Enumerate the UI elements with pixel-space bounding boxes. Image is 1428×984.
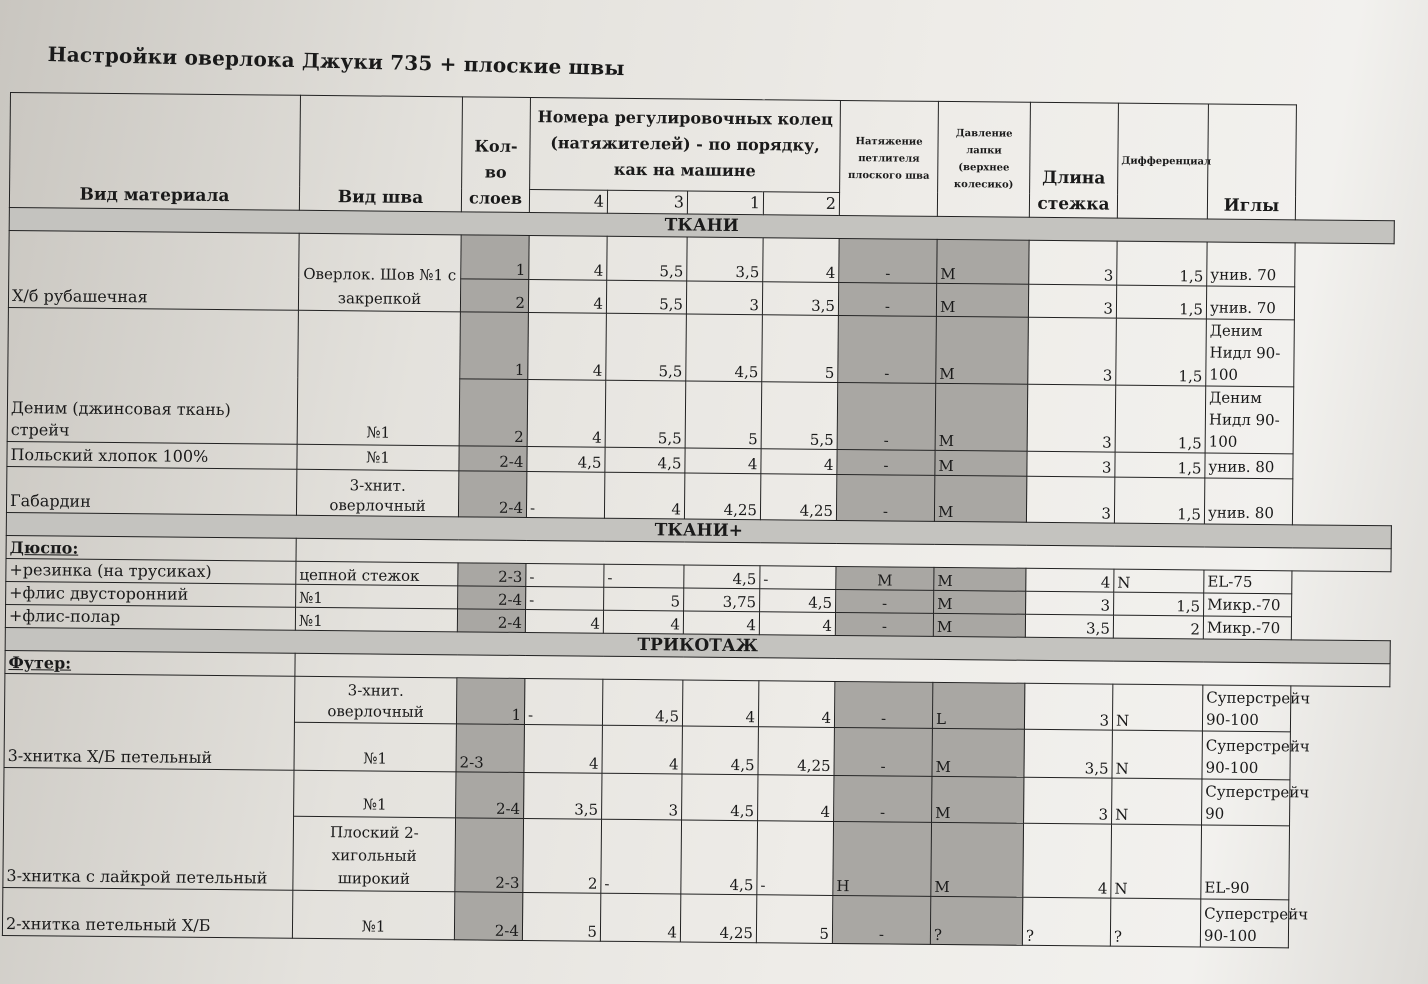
tension-2-cell: 4,25 <box>760 474 836 521</box>
flat-tension-cell: - <box>838 282 936 316</box>
tension-2-cell: 4,5 <box>760 589 836 613</box>
seam-cell: №1 <box>297 444 459 471</box>
layers-cell: 2-3 <box>456 724 524 773</box>
settings-table <box>2 92 1396 949</box>
flat-tension-cell: - <box>834 775 932 822</box>
tension-4-cell: 5 <box>522 892 600 941</box>
section-title-tkani: ТКАНИ <box>9 207 1394 243</box>
stitch-length-cell: 3 <box>1027 384 1116 452</box>
stitch-length-cell: 4 <box>1026 568 1114 592</box>
flat-tension-cell: - <box>832 895 930 944</box>
header-foot-pressure: Давление лапки (верхнее колесико) <box>937 101 1030 217</box>
foot-pressure-cell: M <box>932 776 1024 823</box>
tension-2-cell: 4 <box>758 775 834 822</box>
tension-3-cell: 5,5 <box>605 380 686 448</box>
subsection-title-futer: Футер: <box>5 650 295 676</box>
seam-cell: №1 <box>296 584 458 609</box>
needle-cell: Микр.-70 <box>1203 616 1291 640</box>
header-rings: Номера регулировочных колец (натяжителей) - по порядку, как на машине <box>530 97 841 192</box>
seam-cell: 3-хнит. оверлочный <box>296 469 458 517</box>
seam-cell: Оверлок. Шов №1 с закрепкой <box>298 233 461 312</box>
stitch-length-cell: 3 <box>1028 284 1116 318</box>
tension-3-cell: 5 <box>604 587 684 611</box>
settings-table-wrap <box>2 92 1396 949</box>
tension-3-cell: - <box>604 564 684 588</box>
tension-4-cell: - <box>526 471 604 518</box>
differential-cell: N <box>1112 684 1202 731</box>
tension-2-cell: 4 <box>763 238 839 283</box>
header-needles: Иглы <box>1207 104 1296 220</box>
foot-pressure-cell: M <box>936 283 1028 317</box>
foot-pressure-cell: M <box>934 475 1026 522</box>
header-row <box>10 93 1396 198</box>
tension-4-cell: 4 <box>528 279 606 313</box>
material-cell: Польский хлопок 100% <box>7 441 297 469</box>
seam-cell: №1 <box>292 890 454 940</box>
tension-4-cell: 4 <box>524 724 602 773</box>
stitch-length-cell: 3 <box>1028 317 1117 385</box>
tension-2-cell: 5 <box>762 315 839 383</box>
stitch-length-cell: 3 <box>1026 591 1114 615</box>
needle-cell: EL-90 <box>1201 825 1290 900</box>
tension-2-cell: 4 <box>761 449 837 475</box>
ring-number: 1 <box>687 191 763 215</box>
differential-cell: 1,5 <box>1116 318 1207 386</box>
needle-cell: EL-75 <box>1204 570 1292 594</box>
tension-3-cell: 4 <box>600 893 680 942</box>
flat-tension-cell: - <box>837 382 936 450</box>
seam-cell: Плоский 2-хигольный широкий <box>293 816 456 892</box>
layers-cell: 2-4 <box>454 892 522 941</box>
seam-cell: №1 <box>294 770 456 818</box>
tension-2-cell: 3,5 <box>762 282 838 316</box>
tension-2-cell: 4,25 <box>758 727 834 776</box>
tension-4-cell: 4 <box>525 609 603 633</box>
layers-cell: 2-4 <box>457 609 525 633</box>
foot-pressure-cell: M <box>935 450 1027 476</box>
flat-tension-cell: - <box>834 727 932 776</box>
tension-3-cell: 5,5 <box>606 313 687 381</box>
layers-cell: 1 <box>461 235 529 280</box>
layers-cell: 2-4 <box>456 772 524 819</box>
tension-1-cell: 4,5 <box>686 314 763 382</box>
differential-cell: 1,5 <box>1114 477 1204 524</box>
material-cell: 3-хнитка Х/Б петельный <box>4 673 295 770</box>
tension-1-cell: 4,25 <box>680 894 756 943</box>
material-cell: 3-хнитка с лайкрой петельный <box>3 767 294 890</box>
tension-3-cell: - <box>601 819 682 894</box>
tension-3-cell: 4,5 <box>605 447 685 473</box>
material-cell: +резинка (на трусиках) <box>6 558 296 584</box>
header-stitch-length: Длина стежка <box>1029 102 1118 218</box>
tension-4-cell: - <box>526 586 604 610</box>
tension-4-cell: 2 <box>523 818 602 893</box>
header-layers: Кол-во слоев <box>461 97 530 213</box>
tension-1-cell: 4,25 <box>684 473 760 520</box>
foot-pressure-cell: M <box>936 316 1029 384</box>
tension-3-cell: 4 <box>603 610 683 634</box>
tension-1-cell: 5 <box>685 381 762 449</box>
tension-1-cell: 4,5 <box>684 565 760 589</box>
seam-cell: цепной стежок <box>296 561 458 586</box>
stitch-length-cell: 3 <box>1024 683 1112 730</box>
stitch-length-cell: 3 <box>1027 451 1115 477</box>
needle-cell: Суперстрейч 90-100 <box>1202 731 1290 780</box>
tension-4-cell: - <box>526 563 604 587</box>
needle-cell: Суперстрейч 90 <box>1202 779 1290 826</box>
tension-4-cell: 4 <box>527 379 606 447</box>
needle-cell: Деним Нидл 90-100 <box>1205 386 1294 454</box>
seam-cell: №1 <box>297 310 460 446</box>
tension-3-cell: 4 <box>604 472 684 519</box>
layers-cell: 2-4 <box>458 586 526 610</box>
needle-cell: Суперстрейч 90-100 <box>1202 685 1290 732</box>
tension-2-cell: 4 <box>759 612 835 636</box>
section-title-tkani-plus: ТКАНИ+ <box>6 512 1391 548</box>
layers-cell: 1 <box>456 678 524 725</box>
differential-cell: N <box>1112 730 1202 779</box>
differential-cell: 1,5 <box>1115 385 1206 453</box>
differential-cell: 1,5 <box>1116 285 1206 319</box>
needle-cell: унив. 70 <box>1206 286 1294 320</box>
tension-1-cell: 4 <box>685 448 761 474</box>
foot-pressure-cell: M <box>932 728 1024 777</box>
stitch-length-cell: ? <box>1022 897 1110 946</box>
foot-pressure-cell: M <box>934 567 1026 591</box>
flat-tension-cell: - <box>837 449 935 475</box>
foot-pressure-cell: L <box>932 682 1024 729</box>
flat-tension-cell: H <box>833 821 932 896</box>
flat-tension-cell: - <box>836 589 934 613</box>
flat-tension-cell: - <box>835 612 933 636</box>
header-material: Вид материала <box>9 93 300 211</box>
tension-1-cell: 4 <box>683 611 759 635</box>
foot-pressure-cell: M <box>933 613 1025 637</box>
tension-4-cell: - <box>524 678 602 725</box>
seam-cell: №1 <box>295 607 457 632</box>
differential-cell: N <box>1111 824 1202 899</box>
layers-cell: 1 <box>460 312 529 380</box>
section-title-trikotazh: ТРИКОТАЖ <box>5 627 1390 663</box>
ring-number: 2 <box>763 192 839 216</box>
needle-cell: Микр.-70 <box>1204 593 1292 617</box>
subsection-title-dyuspo: Дюспо: <box>6 535 296 561</box>
layers-cell: 2-3 <box>455 818 524 893</box>
layers-cell: 2-3 <box>458 563 526 587</box>
tension-2-cell: 4 <box>758 681 834 728</box>
flat-tension-cell: - <box>838 315 937 383</box>
foot-pressure-cell: ? <box>930 896 1022 945</box>
tension-4-cell: 3,5 <box>524 772 602 819</box>
differential-cell: 1,5 <box>1114 592 1204 616</box>
tension-2-cell: 5 <box>756 895 832 944</box>
tension-3-cell: 3 <box>602 773 682 820</box>
stitch-length-cell: 3 <box>1029 240 1117 285</box>
flat-tension-cell: - <box>836 474 934 521</box>
material-cell: 2-хнитка петельный Х/Б <box>2 887 292 938</box>
tension-3-cell: 5,5 <box>607 236 687 281</box>
material-cell: +флис двусторонний <box>6 581 296 607</box>
foot-pressure-cell: M <box>935 383 1028 451</box>
tension-1-cell: 4,5 <box>681 820 758 895</box>
table-row <box>8 307 1394 387</box>
differential-cell: 2 <box>1113 615 1203 639</box>
tension-2-cell: 5,5 <box>761 382 838 450</box>
material-cell: Х/б рубашечная <box>8 230 299 310</box>
page-title: Настройки оверлока Джуки 735 + плоские швы <box>47 42 625 81</box>
material-cell: +флис-полар <box>5 604 295 630</box>
tension-4-cell: 4,5 <box>527 446 605 472</box>
ring-number: 4 <box>529 189 607 213</box>
tension-2-cell: - <box>760 566 836 590</box>
foot-pressure-cell: M <box>931 822 1024 897</box>
tension-2-cell: - <box>757 821 834 896</box>
foot-pressure-cell: M <box>937 239 1029 284</box>
tension-3-cell: 5,5 <box>606 280 686 314</box>
material-cell: Габардин <box>6 466 296 515</box>
stitch-length-cell: 3,5 <box>1024 729 1112 778</box>
header-differential: Дифференциал <box>1117 103 1208 219</box>
differential-cell: N <box>1112 778 1202 825</box>
needle-cell: Суперстрейч 90-100 <box>1200 899 1288 948</box>
tension-1-cell: 4,5 <box>682 774 758 821</box>
seam-cell: 3-хнит. оверлочный <box>294 676 456 724</box>
tension-1-cell: 3,75 <box>684 588 760 612</box>
header-flat-tension: Натяжение петлителя плоского шва <box>839 100 938 216</box>
header-seam: Вид шва <box>299 95 462 212</box>
stitch-length-cell: 3 <box>1024 777 1112 824</box>
needle-cell: унив. 80 <box>1204 478 1292 525</box>
layers-cell: 2-4 <box>459 446 527 472</box>
needle-cell: Деним Нидл 90-100 <box>1206 319 1295 387</box>
seam-cell: №1 <box>294 722 456 772</box>
differential-cell: ? <box>1110 898 1200 947</box>
material-cell: Деним (джинсовая ткань) стрейч <box>7 307 298 444</box>
foot-pressure-cell: M <box>934 590 1026 614</box>
differential-cell: 1,5 <box>1115 452 1205 478</box>
flat-tension-cell: M <box>836 566 934 590</box>
tension-1-cell: 4 <box>682 680 758 727</box>
tension-3-cell: 4 <box>602 725 682 774</box>
stitch-length-cell: 4 <box>1023 823 1112 898</box>
tension-4-cell: 4 <box>528 312 607 380</box>
tension-1-cell: 4,5 <box>682 726 758 775</box>
tension-1-cell: 3 <box>686 281 762 315</box>
tension-4-cell: 4 <box>529 235 607 280</box>
stitch-length-cell: 3 <box>1026 476 1114 523</box>
needle-cell: унив. 80 <box>1205 453 1293 479</box>
layers-cell: 2 <box>459 379 528 447</box>
stitch-length-cell: 3,5 <box>1025 614 1113 638</box>
differential-cell: 1,5 <box>1117 241 1207 286</box>
tension-3-cell: 4,5 <box>602 679 682 726</box>
differential-cell: N <box>1114 569 1204 593</box>
needle-cell: унив. 70 <box>1207 242 1295 287</box>
flat-tension-cell: - <box>839 238 937 283</box>
ring-number: 3 <box>607 190 687 214</box>
tension-1-cell: 3,5 <box>687 237 763 282</box>
flat-tension-cell: - <box>834 681 932 728</box>
layers-cell: 2-4 <box>458 471 526 518</box>
layers-cell: 2 <box>460 279 528 313</box>
